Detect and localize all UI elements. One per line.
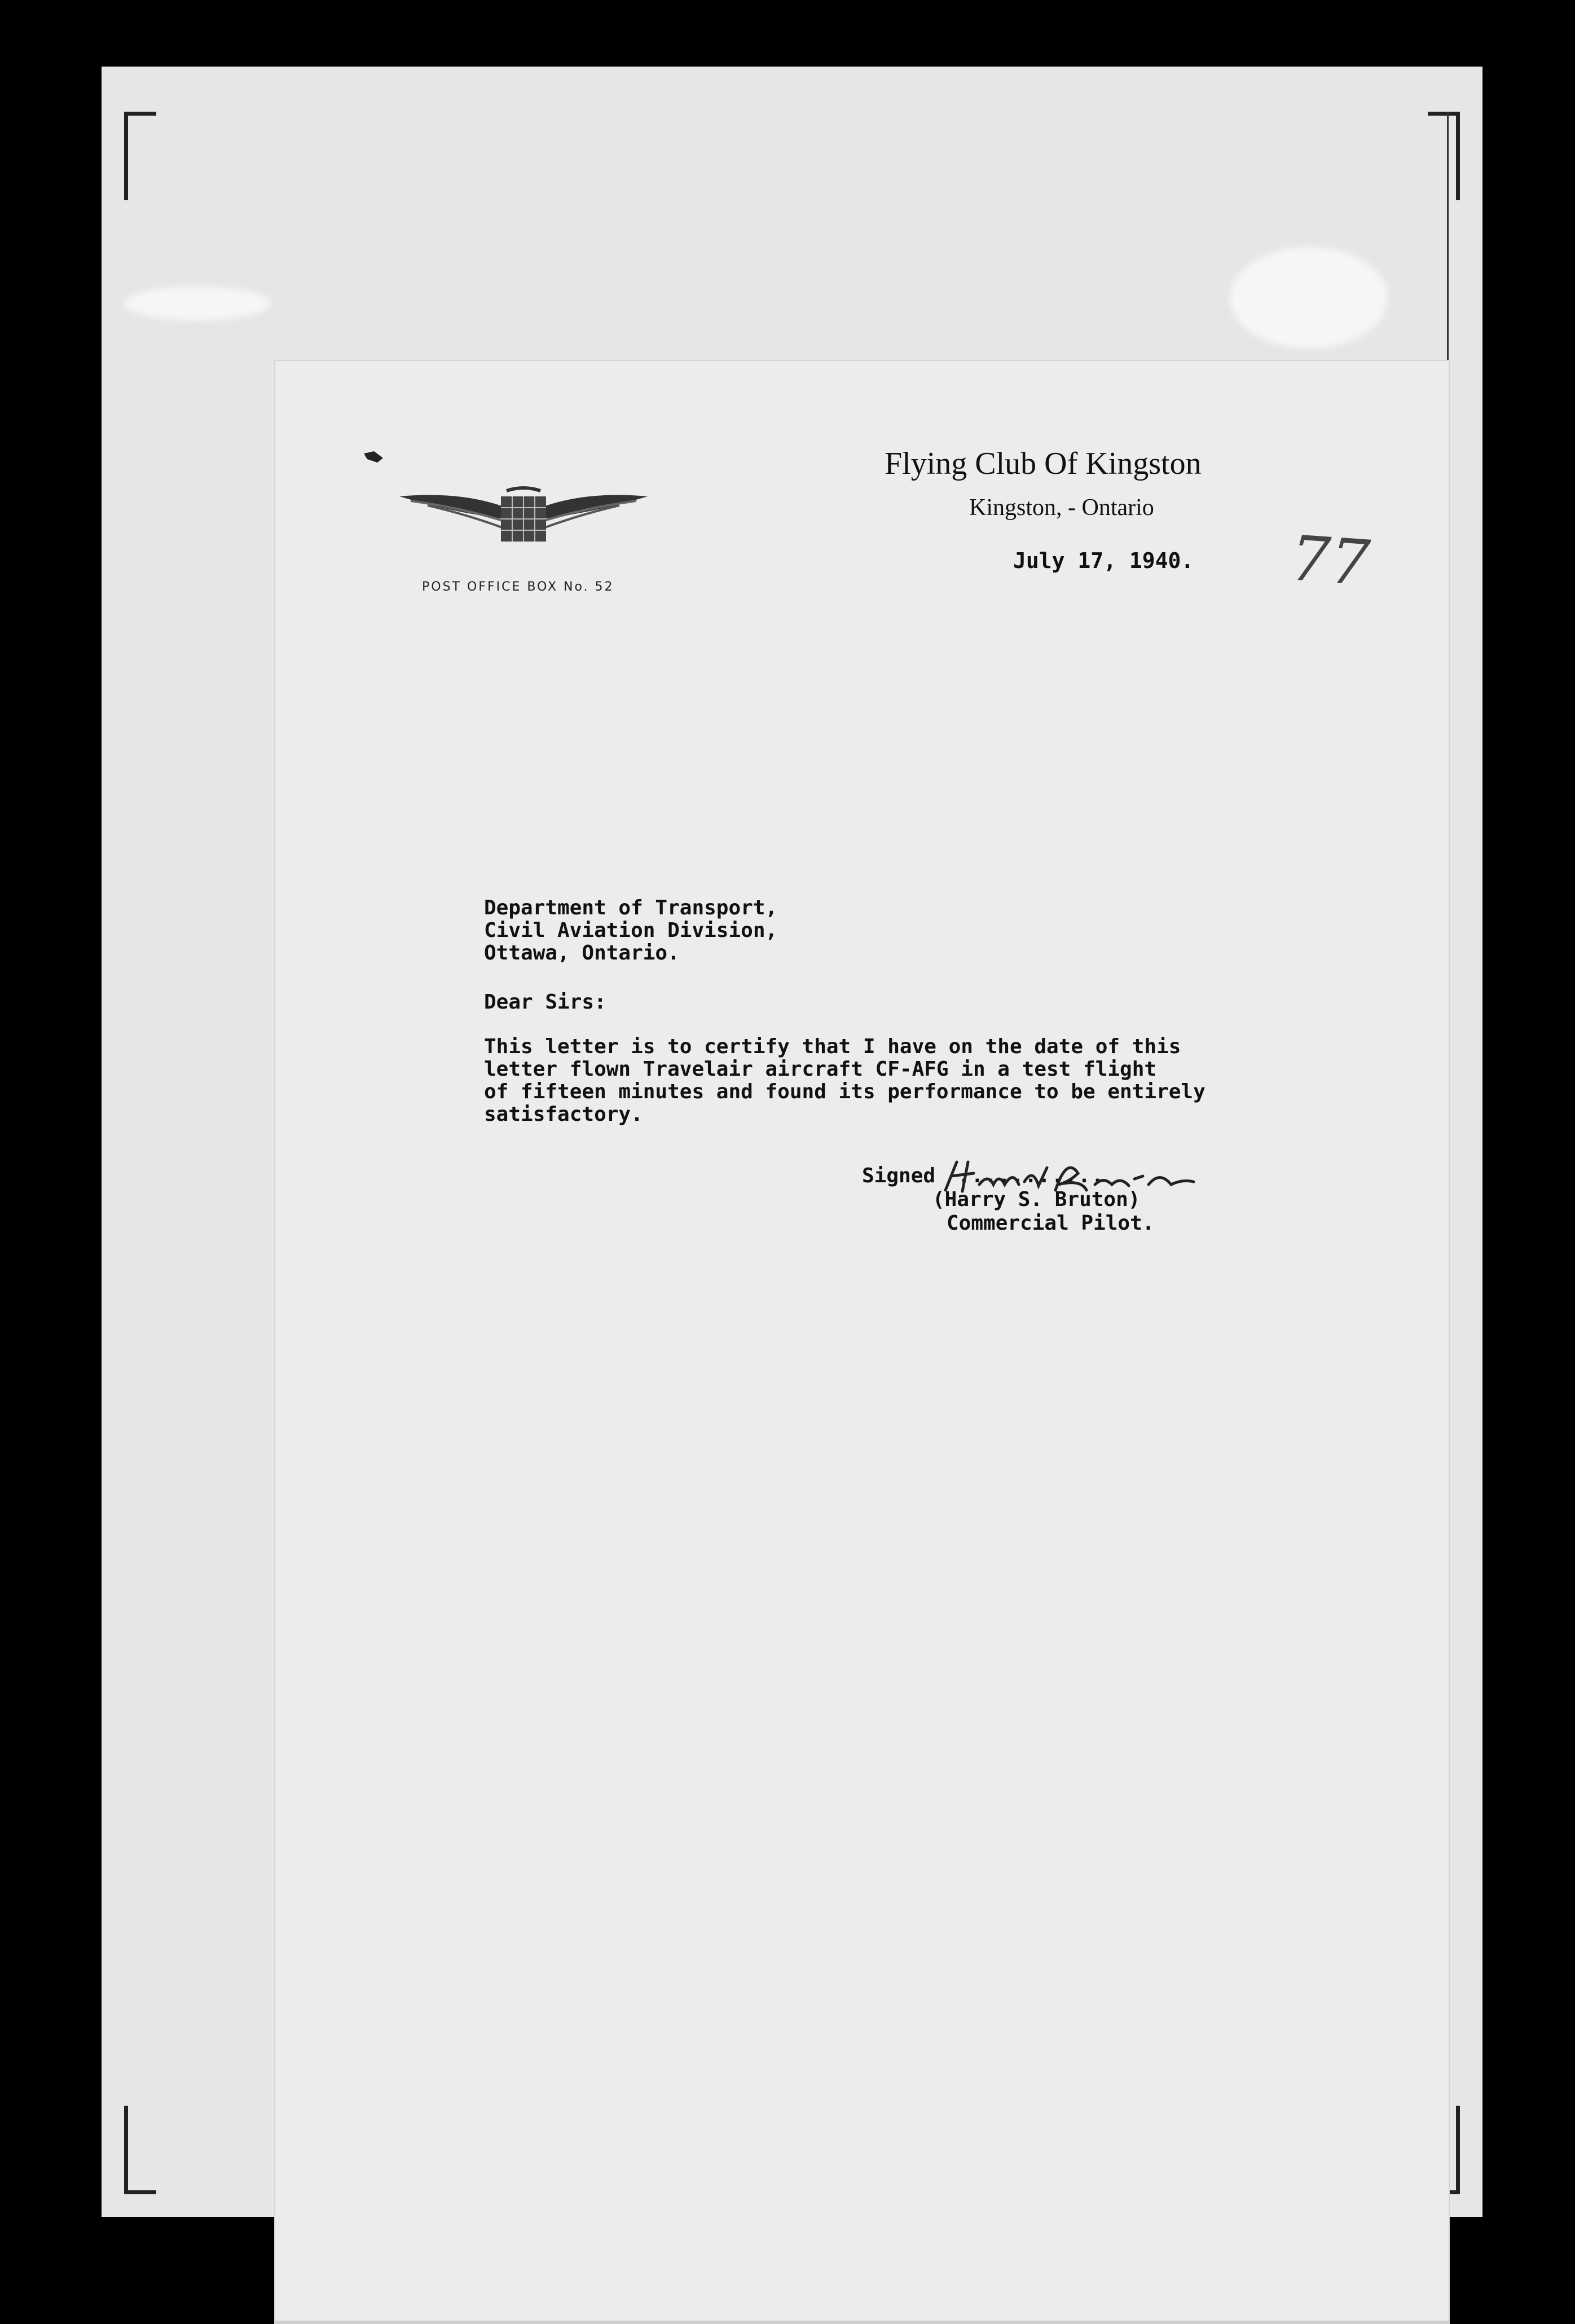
paper-stain (124, 287, 271, 320)
letter-body (484, 1036, 1206, 1126)
organization-name: Flying Club Of Kingston (885, 446, 1202, 481)
body-line: of fifteen minutes and found its performance to be entirely (484, 1080, 1206, 1103)
po-box: POST OFFICE BOX No. 52 (422, 580, 614, 594)
organization-city: Kingston, - Ontario (969, 495, 1154, 521)
letter-sheet (275, 361, 1449, 2324)
body-line: letter flown Travelair aircraft CF-AFG in a test flight (484, 1058, 1157, 1081)
addressee-line: Department of Transport, (484, 896, 778, 919)
letter-date: July 17, 1940. (1013, 548, 1194, 573)
crop-mark-bottom-left (124, 2106, 156, 2194)
body-line: satisfactory. (484, 1103, 643, 1126)
winged-emblem-icon (394, 479, 653, 547)
body-line: This letter is to certify that I have on the date of this (484, 1035, 1181, 1058)
crop-mark-top-right (1428, 112, 1460, 200)
addressee-block (484, 897, 777, 965)
crop-mark-top-left (124, 112, 156, 200)
signature-dots: ........... (958, 1164, 1105, 1187)
handwritten-reference-number: 77 (1288, 522, 1372, 600)
salutation: Dear Sirs: (484, 991, 606, 1014)
ink-fleck (363, 450, 385, 464)
addressee-line: Civil Aviation Division, (484, 919, 778, 942)
signatory-name: (Harry S. Bruton) (932, 1188, 1141, 1211)
paper-stain (1230, 247, 1388, 349)
signed-label: Signed (862, 1164, 936, 1187)
signatory-title: Commercial Pilot. (947, 1212, 1155, 1235)
addressee-line: Ottawa, Ontario. (484, 941, 680, 965)
